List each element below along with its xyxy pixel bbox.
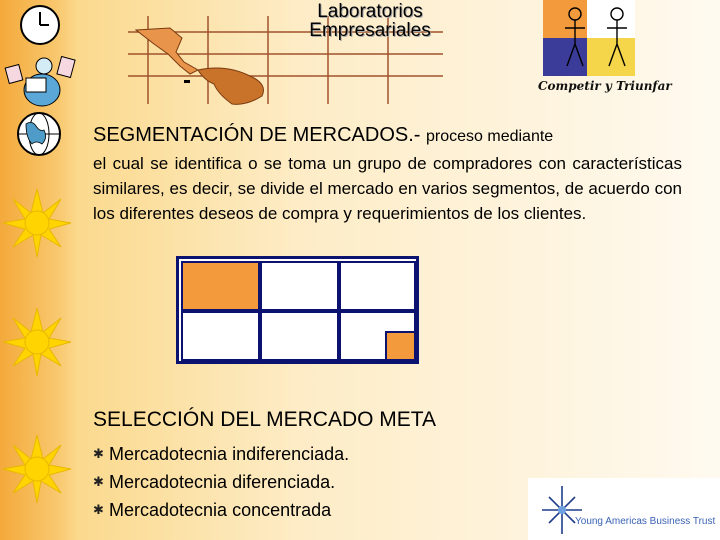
bullet-star-icon: ✱	[93, 474, 104, 489]
section-title-lead: proceso mediante	[426, 128, 554, 145]
star-burst-icon	[540, 484, 584, 536]
list-item-label: Mercadotecnia concentrada	[109, 500, 332, 520]
reader-icon	[4, 52, 76, 110]
grid-cell	[260, 311, 339, 361]
tagline: Competir y Triunfar	[538, 79, 672, 93]
section-body: el cual se identifica o se toma un grupo de compradores con características similares, es decir, se divide el mercado en varios segmentos, de acuerdo con los diferentes deseos de compra y requerimientos de los clientes.	[93, 154, 682, 223]
yabt-text: Young Americas Business Trust	[575, 516, 716, 527]
children-logo	[543, 0, 635, 76]
list-item	[93, 468, 349, 496]
header-title-line1: Laboratorios	[317, 1, 423, 22]
sun-icon	[2, 305, 72, 379]
list-item	[93, 496, 349, 524]
list-item	[93, 440, 349, 468]
section-title-text: SEGMENTACIÓN DE MERCADOS.-	[93, 124, 421, 146]
grid-cell-highlighted	[181, 261, 260, 311]
list-item-label: Mercadotecnia indiferenciada.	[109, 444, 350, 464]
list-item-label: Mercadotecnia diferenciada.	[109, 472, 336, 492]
grid-cell	[339, 261, 416, 311]
globe-icon	[14, 110, 64, 158]
sun-icon	[2, 186, 72, 260]
header-title-line2: Empresariales	[309, 20, 431, 41]
bullet-star-icon: ✱	[93, 446, 104, 461]
sun-icon	[2, 432, 72, 506]
selection-title: SELECCIÓN DEL MERCADO META	[93, 408, 437, 431]
section-title	[93, 124, 553, 147]
grid-cell	[260, 261, 339, 311]
bullet-star-icon: ✱	[93, 502, 104, 517]
grid-cell-niche	[385, 331, 416, 361]
segmentation-grid	[176, 256, 419, 364]
header-title	[285, 2, 455, 40]
clock-icon	[18, 3, 62, 47]
grid-cell	[181, 311, 260, 361]
selection-list	[93, 440, 349, 524]
